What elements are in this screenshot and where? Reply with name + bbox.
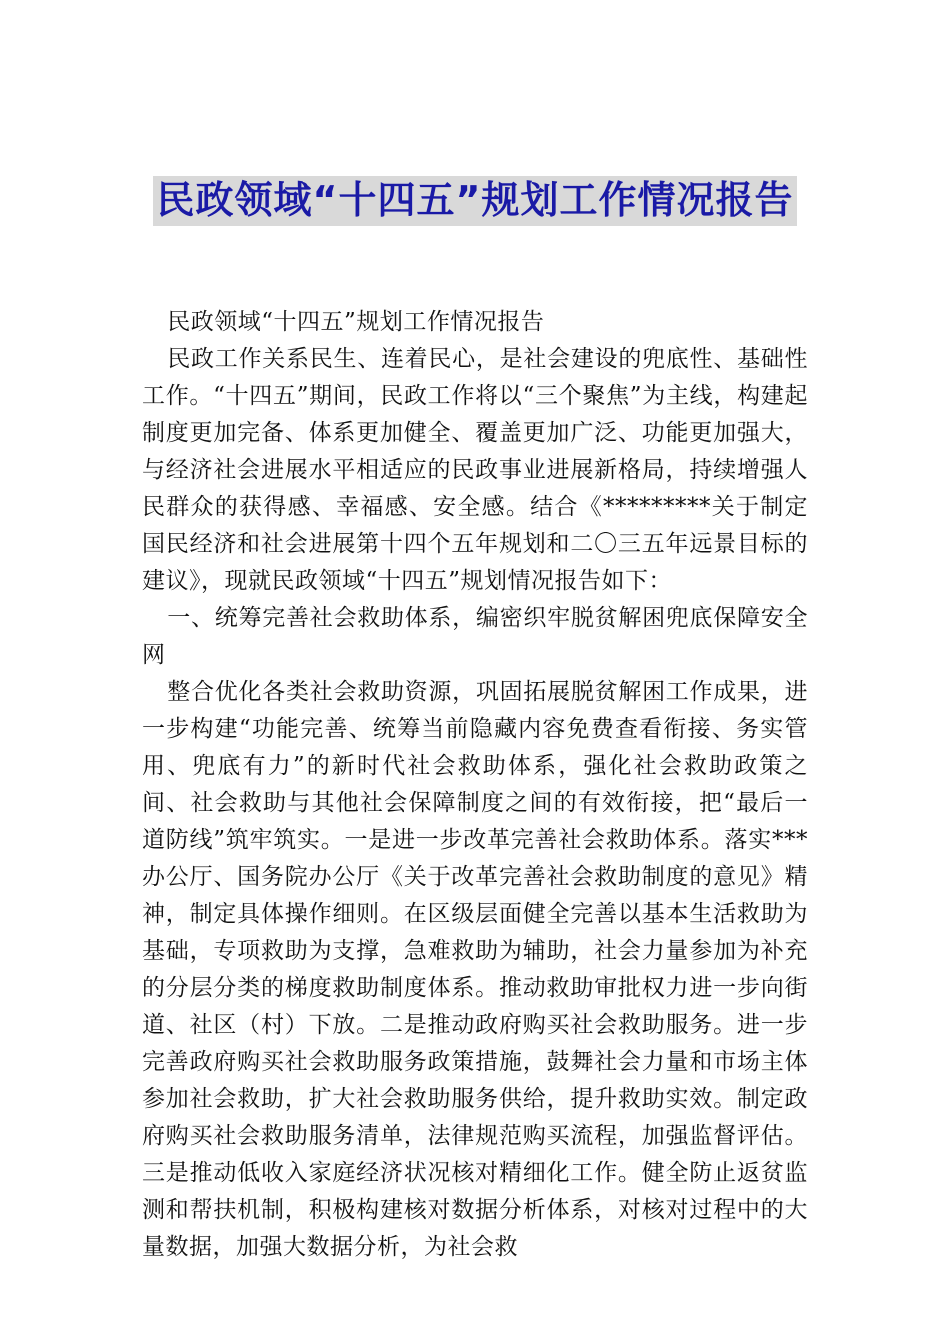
section-heading-1: 一、统筹完善社会救助体系，编密织牢脱贫解困兜底保障安全网 (142, 605, 808, 668)
section-1-paragraph: 整合优化各类社会救助资源，巩固拓展脱贫解困工作成果，进一步构建“功能完善、统筹当前隐藏内容免费查看衔接、务实管用、兜底有力”的新时代社会救助体系，强化社会救助政策之间、社会救助与其他社会保障制度之间的有效衔接，把“最后一道防线”筑牢筑实。一是进一步改革完善社会救助体系。落实***办公厅、国务院办公厅《关于改革完善社会救助制度的意见》精神，制定具体操作细则。在区级层面健全完善以基本生活救助为基础，专项救助为支撑，急难救助为辅助，社会力量参加为补充的分层分类的梯度救助制度体系。推动救助审批权力进一步向街道、社区（村）下放。二是推动政府购买社会救助服务。进一步完善政府购买社会救助服务政策措施，鼓舞社会力量和市场主体参加社会救助，扩大社会救助服务供给，提升救助实效。制定政府购买社会救助服务清单，法律规范购买流程，加强监督评估。三是推动低收入家庭经济状况核对精细化工作。健全防止返贫监测和帮扶机制，积极构建核对数据分析体系，对核对过程中的大量数据，加强大数据分析，为社会救 (142, 679, 808, 1260)
document-body (142, 304, 808, 1266)
document-title (0, 176, 950, 226)
intro-paragraph: 民政工作关系民生、连着民心，是社会建设的兜底性、基础性工作。“十四五”期间，民政工作将以“三个聚焦”为主线，构建起制度更加完备、体系更加健全、覆盖更加广泛、功能更加强大，与经济社会进展水平相适应的民政事业进展新格局，持续增强人民群众的获得感、幸福感、安全感。结合《*********关于制定国民经济和社会进展第十四个五年规划和二〇三五年远景目标的建议》，现就民政领域“十四五”规划情况报告如下： (142, 346, 808, 594)
body-heading-paragraph: 民政领域“十四五”规划工作情况报告 (167, 309, 545, 335)
document-title-text: 民政领域“十四五”规划工作情况报告 (153, 176, 798, 226)
